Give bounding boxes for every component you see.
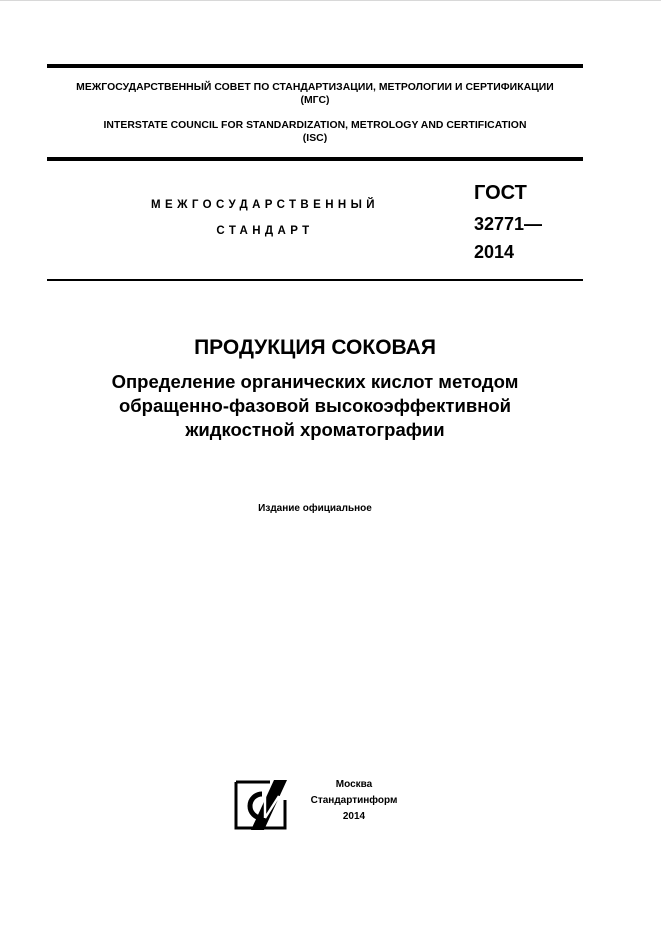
standartinform-logo-icon: [234, 780, 287, 830]
document-subtitle-line2: обращенно-фазовой высокоэффективной: [118, 395, 512, 416]
standard-kind: [100, 192, 430, 244]
council-name-ru-line1: МЕЖГОСУДАРСТВЕННЫЙ СОВЕТ ПО СТАНДАРТИЗАЦИИ, МЕТРОЛОГИИ И СЕРТИФИКАЦИИ: [76, 82, 554, 93]
publisher-name: Стандартинформ: [310, 795, 398, 806]
page-top-edge: [0, 0, 661, 1]
document-subtitle-line3: жидкостной хроматографии: [185, 419, 445, 440]
document-title: ПРОДУКЦИЯ СОКОВАЯ: [194, 336, 436, 359]
gost-label: ГОСТ: [474, 182, 527, 204]
publisher-city: Москва: [335, 779, 373, 790]
council-name-en: [47, 119, 583, 145]
gost-year: 2014: [474, 242, 515, 262]
publisher-block: [306, 777, 402, 825]
designation-bottom-rule: [47, 279, 583, 281]
gost-designation: [474, 176, 542, 266]
council-abbr-ru: (МГС): [300, 95, 330, 106]
document-subtitle: [47, 370, 583, 442]
edition-note: Издание официальное: [258, 503, 372, 514]
gost-number: 32771—: [474, 214, 543, 234]
standard-kind-line1: МЕЖГОСУДАРСТВЕННЫЙ: [151, 199, 379, 211]
standard-kind-line2: СТАНДАРТ: [216, 225, 314, 237]
council-abbr-en: (ISC): [302, 133, 328, 144]
header-top-rule: [47, 64, 583, 68]
council-name-ru: [47, 81, 583, 107]
council-name-en-line1: INTERSTATE COUNCIL FOR STANDARDIZATION, METROLOGY AND CERTIFICATION: [103, 120, 527, 131]
publisher-year: 2014: [342, 811, 366, 822]
header-bottom-rule: [47, 157, 583, 161]
document-subtitle-line1: Определение органических кислот методом: [111, 371, 519, 392]
